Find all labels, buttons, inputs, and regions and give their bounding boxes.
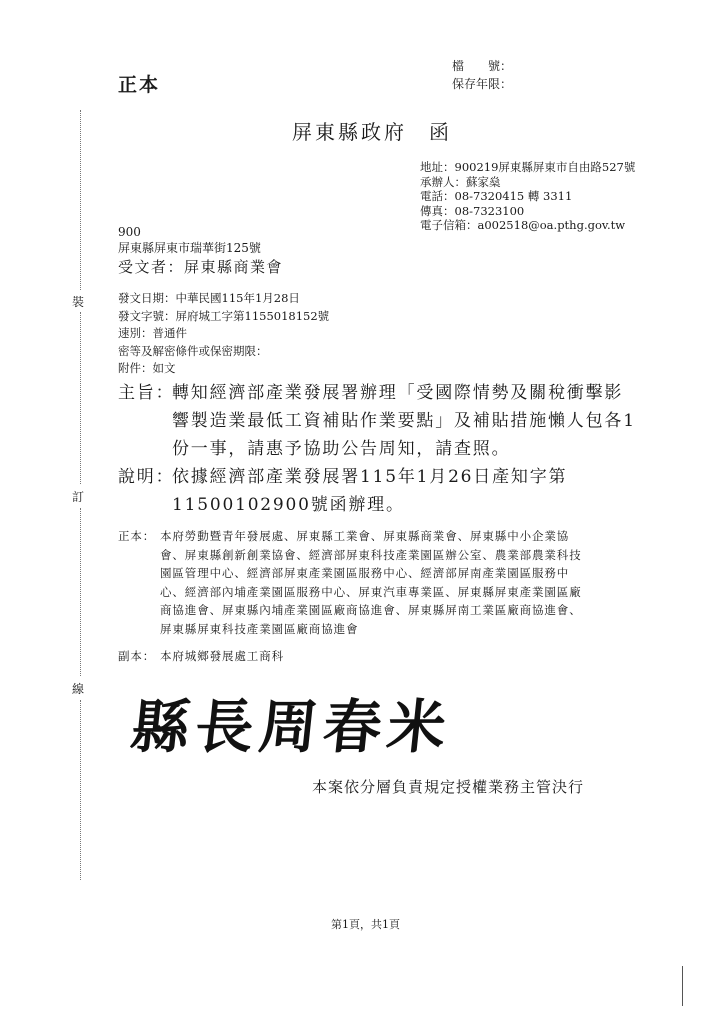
explanation-line-2: 11500102900號函辦理。 (172, 495, 405, 515)
binding-mark-ding: 訂 (72, 490, 85, 504)
attachment-note: 附件：如文 (118, 361, 176, 375)
contact-person: 承辦人：蘇家燊 (420, 174, 501, 189)
binding-line-top (80, 110, 81, 290)
list-item: 心、經濟部內埔產業園區服務中心、屏東汽車專業區、屏東縣屏東產業園區廠 (160, 584, 582, 599)
document-type: 函 (429, 120, 452, 144)
file-number-label: 檔 號： (452, 59, 513, 73)
list-item: 會、屏東縣創新創業協會、經濟部屏東科技產業園區辦公室、農業部農業科技 (160, 547, 582, 562)
subject-line-2: 響製造業最低工資補貼作業要點」及補貼措施懶人包各1 (172, 411, 636, 431)
binding-line-bottom (80, 700, 81, 880)
recipient-postal-code: 900 (118, 225, 141, 239)
issue-date: 發文日期：中華民國115年1月28日 (118, 291, 300, 305)
binding-line-middle (80, 312, 81, 484)
explanation-label: 說明： (118, 467, 175, 487)
explanation-line-1: 依據經濟部產業發展署115年1月26日產知字第 (172, 467, 568, 487)
magistrate-signature: 縣長周春米 (127, 693, 456, 761)
sender-info (420, 160, 635, 233)
list-item: 屏東縣屏東科技產業園區廠商協進會 (160, 621, 359, 636)
copy-recipients-text: 本府城鄉發展處工商科 (160, 649, 284, 663)
list-item: 商協進會、屏東縣內埔產業園區廠商協進會、屏東縣屏南工業區廠商協進會、 (160, 603, 582, 617)
page-number: 第1頁，共1頁 (331, 918, 400, 931)
recipient-name: 受文者：屏東縣商業會 (118, 258, 284, 276)
email-address: 電子信箱：a002518@oa.pthg.gov.tw (420, 218, 626, 232)
page-title (292, 116, 452, 145)
binding-mark-xian: 線 (72, 682, 85, 696)
binding-line-lower (80, 508, 81, 676)
recipient-address: 屏東縣屏東市瑞華街125號 (118, 241, 261, 255)
authorization-note: 本案依分層負責規定授權業務主管決行 (312, 778, 585, 796)
edge-mark (682, 966, 683, 1006)
delivery-speed: 速別：普通件 (118, 326, 187, 340)
secrecy-level: 密等及解密條件或保密期限： (118, 343, 268, 358)
copy-recipients-label: 副本： (118, 649, 156, 663)
subject-label: 主旨： (118, 383, 175, 403)
issuing-org: 屏東縣政府 (292, 120, 407, 144)
main-recipients-list (160, 527, 582, 638)
list-item: 本府勞動暨青年發展處、屏東縣工業會、屏東縣商業會、屏東縣中小企業協 (160, 529, 570, 543)
document-meta (118, 290, 329, 378)
copy-type-label: 正本 (118, 74, 161, 96)
list-item: 園區管理中心、經濟部屏東產業園區服務中心、經濟部屏南產業園區服務中 (160, 566, 570, 580)
main-recipients-label: 正本： (118, 529, 156, 543)
binding-mark-zhuang: 裝 (72, 295, 85, 309)
fax-number: 傳真：08-7323100 (420, 203, 525, 218)
subject-line-3: 份一事，請惠予協助公告周知，請查照。 (172, 439, 511, 459)
retention-period-label: 保存年限： (452, 77, 513, 91)
phone-number: 電話：08-7320415 轉 3311 (420, 189, 573, 203)
document-number: 發文字號：屏府城工字第1155018152號 (118, 308, 330, 323)
subject-line-1: 轉知經濟部產業發展署辦理「受國際情勢及關稅衝擊影 (172, 383, 624, 403)
sender-address: 地址：900219屏東縣屏東市自由路527號 (420, 160, 636, 174)
